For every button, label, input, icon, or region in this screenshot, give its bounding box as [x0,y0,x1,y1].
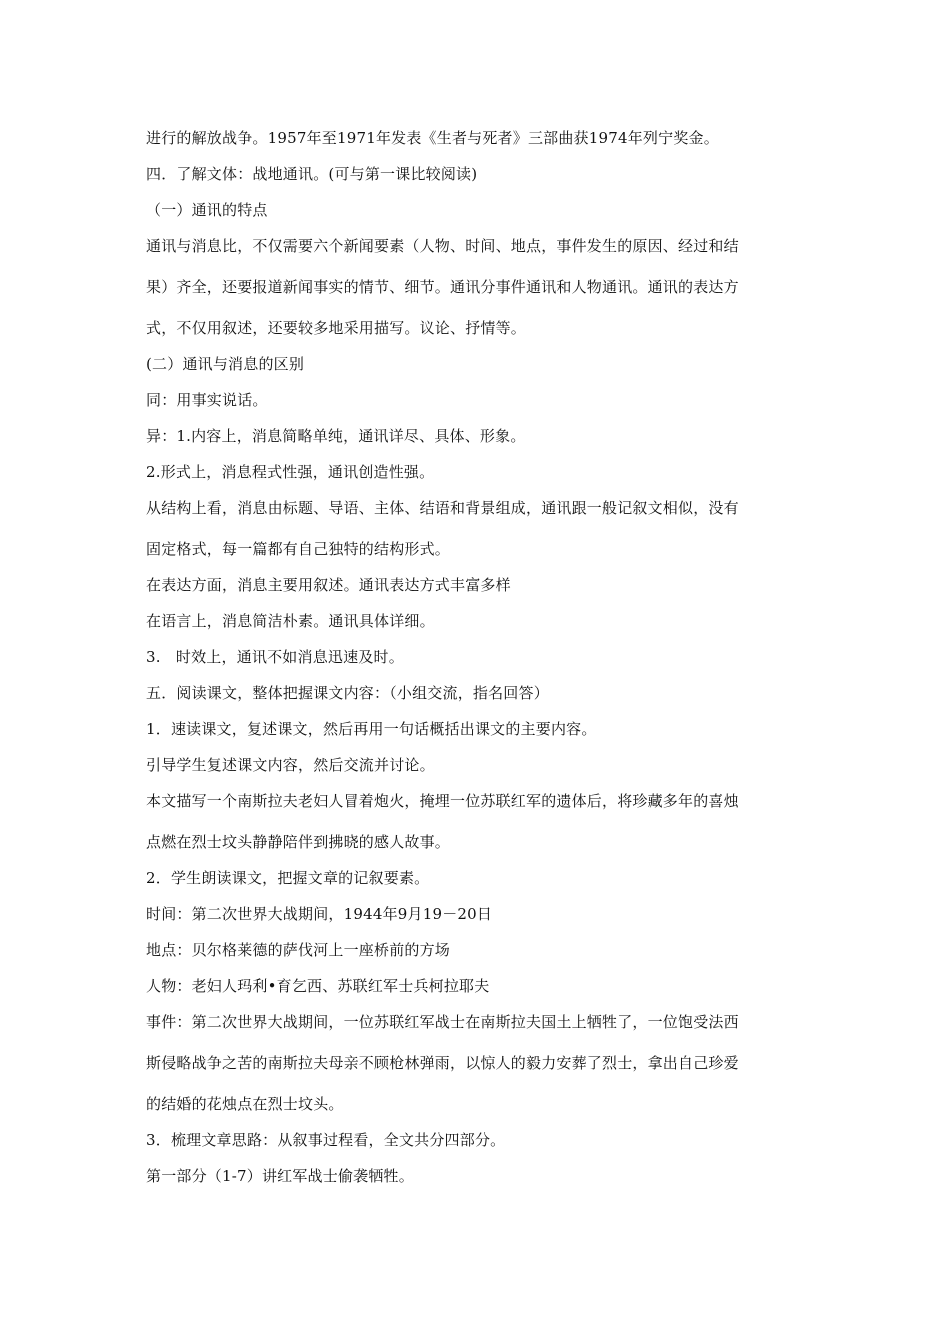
text-line: 进行的解放战争。1957年至1971年发表《生者与死者》三部曲获1974年列宁奖金。 [146,129,719,147]
text-line: 在语言上，消息简洁朴素。通讯具体详细。 [146,612,435,630]
text-line: 的结婚的花烛点在烈士坟头。 [146,1095,344,1113]
text-line: 在表达方面，消息主要用叙述。通讯表达方式丰富多样 [146,576,511,594]
text-line: 果）齐全，还要报道新闻事实的情节、细节。通讯分事件通讯和人物通讯。通讯的表达方 [146,278,739,296]
text-line: 地点：贝尔格莱德的萨伐河上一座桥前的方场 [146,941,451,959]
text-line: 3. 时效上，通讯不如消息迅速及时。 [146,648,404,666]
text-line: 事件：第二次世界大战期间，一位苏联红军战士在南斯拉夫国土上牺牲了，一位饱受法西 [146,1013,739,1031]
text-line: 固定格式，每一篇都有自己独特的结构形式。 [146,540,451,558]
text-line: 点燃在烈士坟头静静陪伴到拂晓的感人故事。 [146,833,451,851]
subsection-heading: （一）通讯的特点 [146,201,268,219]
subsection-heading: (二）通讯与消息的区别 [146,355,305,373]
text-line: 引导学生复述课文内容，然后交流并讨论。 [146,756,435,774]
text-line: 人物：老妇人玛利•育乞西、苏联红军士兵柯拉耶夫 [146,977,490,995]
text-line: 通讯与消息比，不仅需要六个新闻要素（人物、时间、地点，事件发生的原因、经过和结 [146,237,739,255]
text-line: 2.形式上，消息程式性强，通讯创造性强。 [146,463,435,481]
text-line: 从结构上看，消息由标题、导语、主体、结语和背景组成，通讯跟一般记叙文相似，没有 [146,499,739,517]
text-line: 式，不仅用叙述，还要较多地采用描写。议论、抒情等。 [146,319,527,337]
text-line: 1．速读课文，复述课文，然后再用一句话概括出课文的主要内容。 [146,720,597,738]
section-heading: 五．阅读课文，整体把握课文内容：（小组交流，指名回答） [146,684,549,702]
text-line: 第一部分（1-7）讲红军战士偷袭牺牲。 [146,1167,414,1185]
text-line: 斯侵略战争之苦的南斯拉夫母亲不顾枪林弹雨，以惊人的毅力安葬了烈士，拿出自己珍爱 [146,1054,739,1072]
text-line: 本文描写一个南斯拉夫老妇人冒着炮火，掩埋一位苏联红军的遗体后，将珍藏多年的喜烛 [146,792,739,810]
text-line: 2．学生朗读课文，把握文章的记叙要素。 [146,869,430,887]
text-line: 时间：第二次世界大战期间，1944年9月19－20日 [146,905,493,923]
text-line: 3．梳理文章思路：从叙事过程看，全文共分四部分。 [146,1131,506,1149]
section-heading: 四．了解文体：战地通讯。(可与第一课比较阅读) [146,165,478,183]
text-line: 异：1.内容上，消息简略单纯，通讯详尽、具体、形象。 [146,427,526,445]
text-line: 同：用事实说话。 [146,391,268,409]
